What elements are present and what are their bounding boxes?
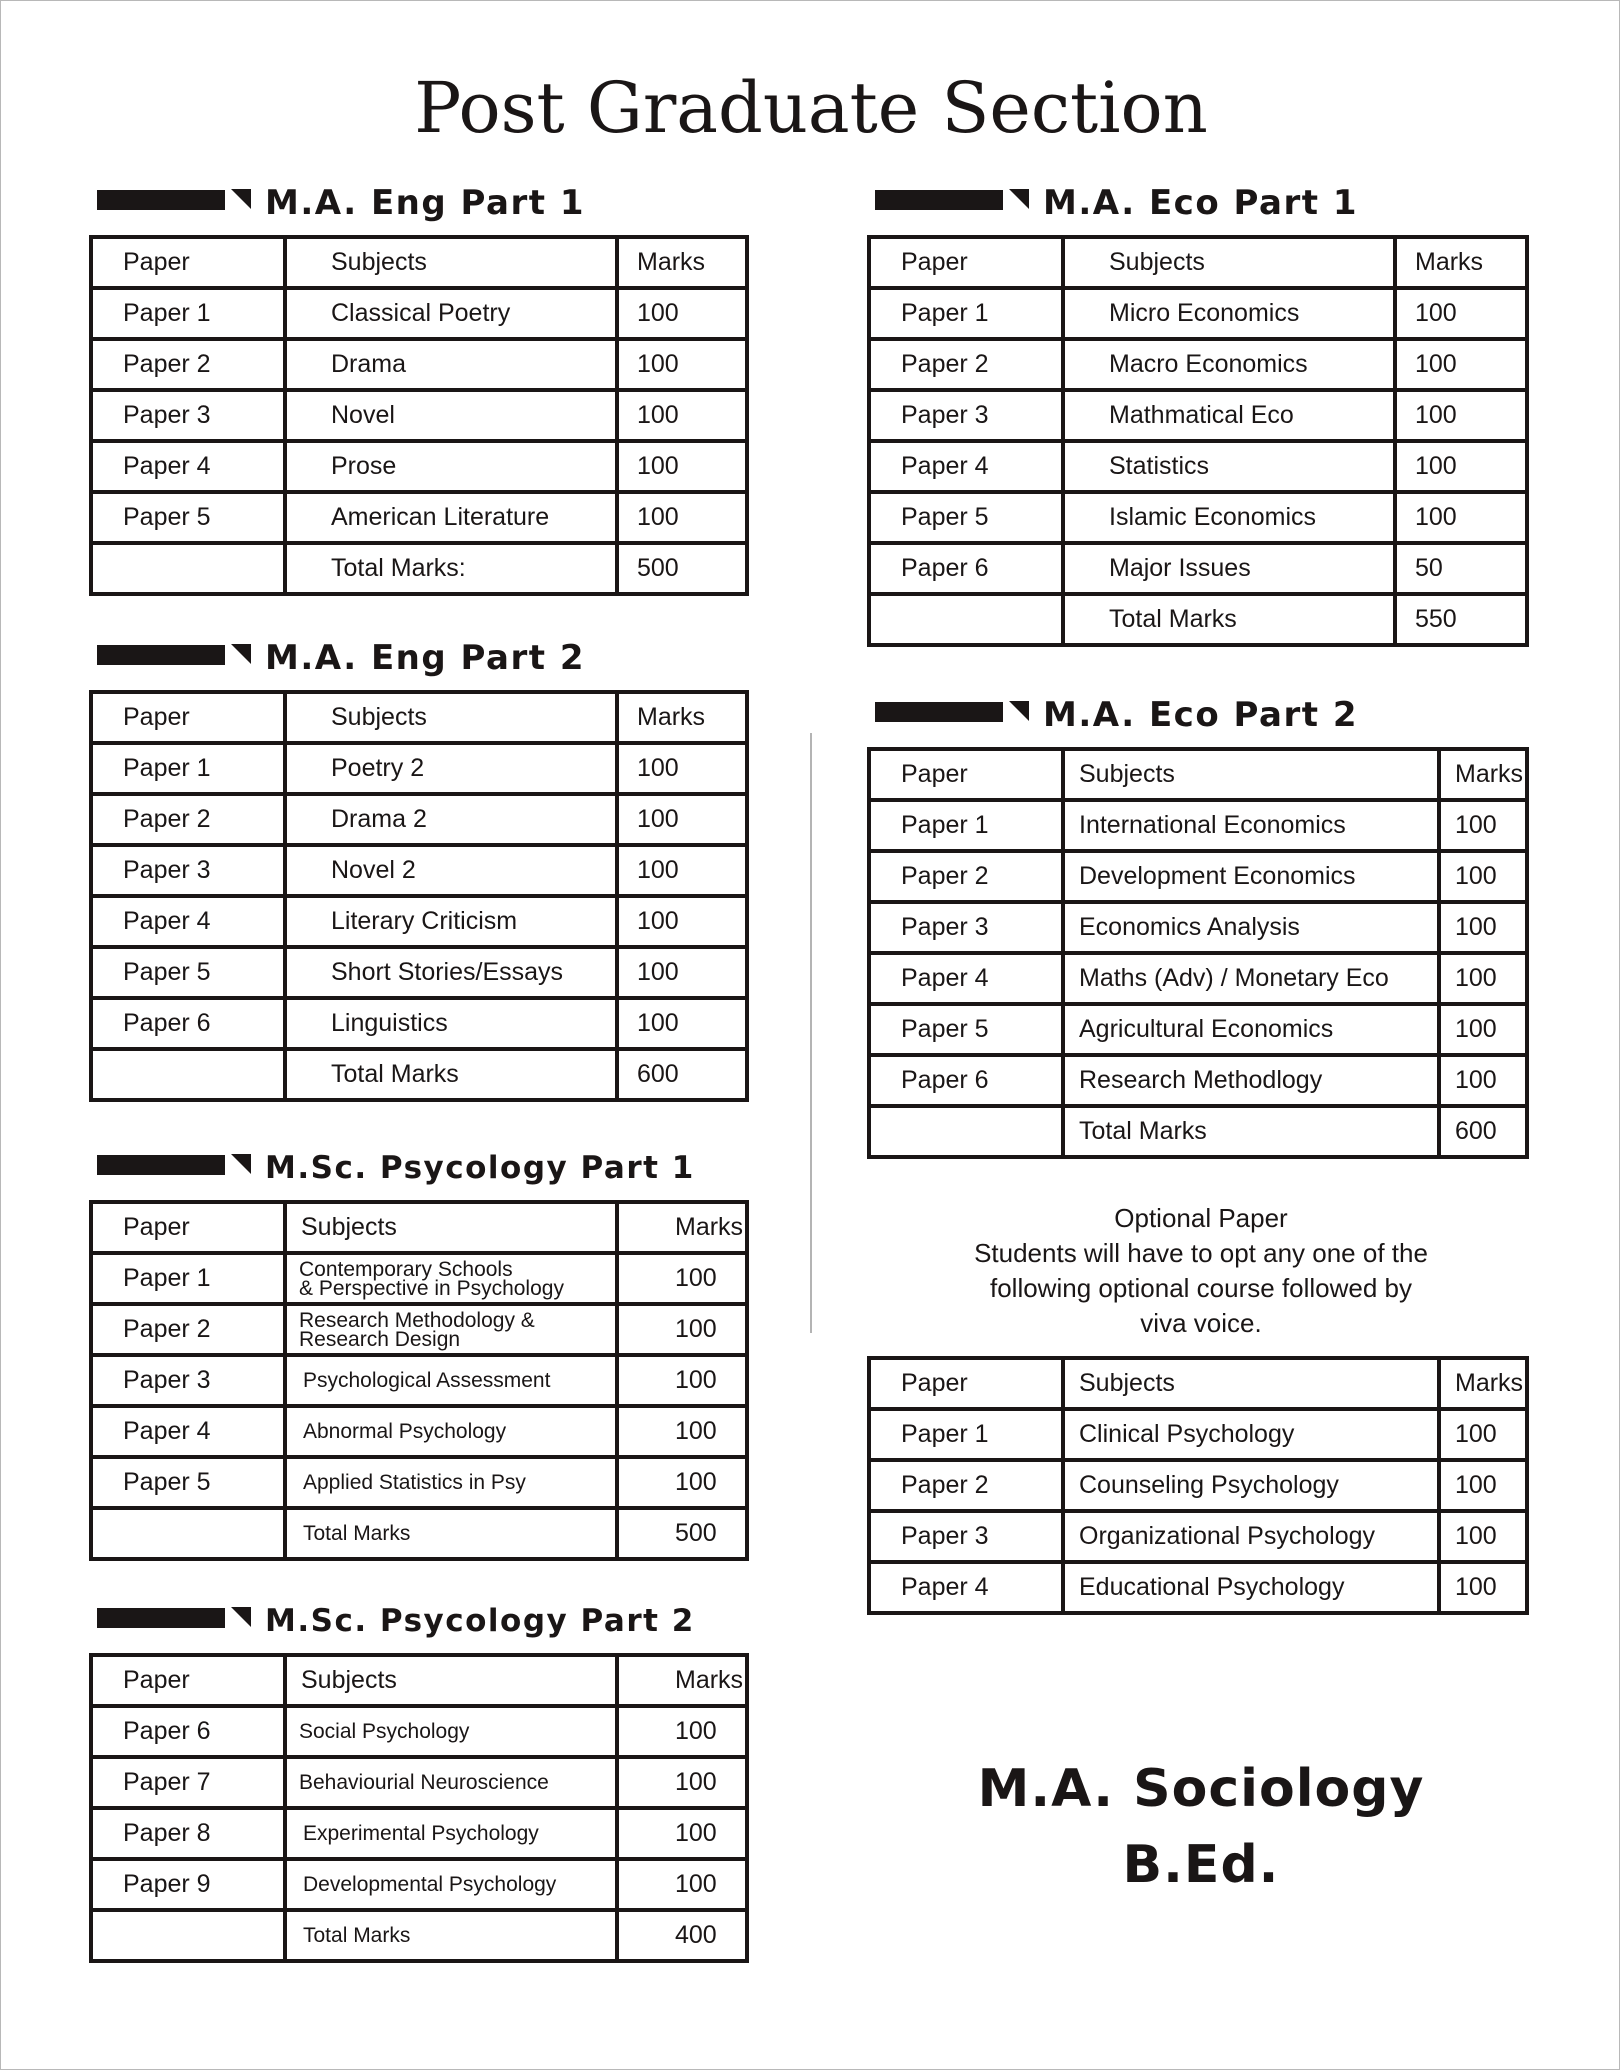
paper-cell: Paper 2: [869, 851, 1063, 902]
subject-line-2: Research Design: [299, 1327, 461, 1351]
table-row: [91, 845, 747, 896]
subject-cell: Developmental Psychology: [285, 1859, 617, 1910]
paper-cell: Paper 1: [869, 800, 1063, 851]
heading-bar-icon: [97, 1608, 225, 1628]
marks-cell: 100: [1395, 441, 1527, 492]
table-row: [869, 902, 1527, 953]
program-ma-sociology: M.A. Sociology: [977, 1759, 1425, 1819]
total-row: [91, 1910, 747, 1961]
subject-cell: Novel: [285, 390, 617, 441]
section-title: M.Sc. Psycology Part 2: [265, 1603, 695, 1639]
heading-bar-icon: [97, 645, 225, 665]
marks-cell: 100: [617, 492, 747, 543]
paper-cell: Paper 5: [91, 947, 285, 998]
header-subjects: Subjects: [1063, 749, 1439, 800]
marks-cell: 100: [617, 1406, 747, 1457]
paper-cell: Paper 2: [91, 339, 285, 390]
paper-cell: Paper 1: [869, 288, 1063, 339]
empty-cell: [91, 1910, 285, 1961]
table-row: [91, 1406, 747, 1457]
subject-cell: Development Economics: [1063, 851, 1439, 902]
table-row: [869, 339, 1527, 390]
header-subjects: Subjects: [285, 1202, 617, 1253]
total-row: [91, 1508, 747, 1559]
header-paper: Paper: [91, 692, 285, 743]
marks-table: [89, 1653, 749, 1963]
marks-cell: 50: [1395, 543, 1527, 594]
total-label: Total Marks: [285, 1910, 617, 1961]
heading-flag-icon: [231, 1154, 251, 1174]
marks-cell: 100: [1439, 800, 1527, 851]
heading-flag-icon: [1009, 701, 1029, 721]
page-title: Post Graduate Section: [414, 67, 1208, 149]
paper-cell: Paper 6: [91, 998, 285, 1049]
paper-cell: Paper 3: [869, 1511, 1063, 1562]
table-row: [91, 794, 747, 845]
paper-cell: Paper 6: [91, 1706, 285, 1757]
marks-cell: 100: [617, 896, 747, 947]
table-row: [91, 947, 747, 998]
total-label: Total Marks: [285, 1508, 617, 1559]
header-marks: Marks: [1439, 749, 1527, 800]
heading-bar-icon: [875, 190, 1003, 210]
marks-cell: 100: [1439, 1004, 1527, 1055]
section-title: M.A. Eco Part 1: [1043, 183, 1358, 223]
marks-table: [867, 747, 1529, 1159]
marks-cell: 100: [617, 1706, 747, 1757]
paper-cell: Paper 6: [869, 1055, 1063, 1106]
section-ma-eco-part-2: [867, 689, 1529, 1159]
total-marks: 500: [617, 543, 747, 594]
paper-cell: Paper 3: [869, 390, 1063, 441]
subject-cell: Mathmatical Eco: [1063, 390, 1395, 441]
subject-cell: Social Psychology: [285, 1706, 617, 1757]
marks-cell: 100: [617, 947, 747, 998]
paper-cell: Paper 1: [91, 1253, 285, 1304]
paper-cell: Paper 3: [91, 845, 285, 896]
table-row: [91, 339, 747, 390]
total-row: [869, 1106, 1527, 1157]
subject-line-1: Contemporary Schools: [299, 1257, 513, 1281]
subject-cell: Abnormal Psychology: [285, 1406, 617, 1457]
heading-flag-icon: [231, 1607, 251, 1627]
table-header-row: [869, 1358, 1527, 1409]
section-ma-eng-part-2: [89, 632, 749, 1102]
subject-cell: Novel 2: [285, 845, 617, 896]
total-row: [869, 594, 1527, 645]
table-row: [91, 390, 747, 441]
subject-cell: Educational Psychology: [1063, 1562, 1439, 1613]
paper-cell: Paper 4: [869, 1562, 1063, 1613]
paper-cell: Paper 1: [91, 743, 285, 794]
marks-cell: 100: [1395, 288, 1527, 339]
table-row: [869, 1562, 1527, 1613]
total-row: [91, 543, 747, 594]
subject-cell: Micro Economics: [1063, 288, 1395, 339]
marks-table: [867, 1356, 1529, 1615]
table-row: [91, 1757, 747, 1808]
subject-cell: Behaviourial Neuroscience: [285, 1757, 617, 1808]
empty-cell: [91, 1049, 285, 1100]
section-title: M.A. Eng Part 2: [265, 638, 586, 678]
header-marks: Marks: [617, 237, 747, 288]
subject-cell: Applied Statistics in Psy: [285, 1457, 617, 1508]
subject-cell: Research Methodlogy: [1063, 1055, 1439, 1106]
column-divider: [810, 733, 812, 1333]
header-paper: Paper: [91, 1655, 285, 1706]
marks-cell: 100: [1439, 1511, 1527, 1562]
subject-cell: Classical Poetry: [285, 288, 617, 339]
table-row: [869, 851, 1527, 902]
subject-cell: Islamic Economics: [1063, 492, 1395, 543]
table-row: [869, 543, 1527, 594]
marks-cell: 100: [617, 794, 747, 845]
table-row: [91, 896, 747, 947]
subject-line-2: & Perspective in Psychology: [299, 1276, 564, 1300]
table-row: [91, 743, 747, 794]
paper-cell: Paper 3: [869, 902, 1063, 953]
subject-cell: Statistics: [1063, 441, 1395, 492]
marks-cell: 100: [617, 1253, 747, 1304]
paper-cell: Paper 4: [869, 953, 1063, 1004]
marks-cell: 100: [617, 1859, 747, 1910]
table-header-row: [869, 237, 1527, 288]
marks-cell: 100: [1439, 1055, 1527, 1106]
header-subjects: Subjects: [285, 237, 617, 288]
section-title: M.A. Eng Part 1: [265, 183, 586, 223]
subject-cell: Economics Analysis: [1063, 902, 1439, 953]
table-row: [869, 1409, 1527, 1460]
total-marks: 600: [617, 1049, 747, 1100]
paper-cell: Paper 2: [91, 1304, 285, 1355]
heading-bar-icon: [875, 702, 1003, 722]
total-marks: 500: [617, 1508, 747, 1559]
table-row: [91, 1859, 747, 1910]
heading-flag-icon: [231, 189, 251, 209]
marks-cell: 100: [617, 441, 747, 492]
paper-cell: Paper 8: [91, 1808, 285, 1859]
marks-cell: 100: [617, 390, 747, 441]
paper-cell: Paper 4: [869, 441, 1063, 492]
header-paper: Paper: [91, 1202, 285, 1253]
table-header-row: [91, 1655, 747, 1706]
paper-cell: Paper 2: [869, 339, 1063, 390]
header-subjects: Subjects: [285, 1655, 617, 1706]
marks-cell: 100: [617, 845, 747, 896]
section-ma-eng-part-1: [89, 177, 749, 596]
header-paper: Paper: [91, 237, 285, 288]
paper-cell: Paper 6: [869, 543, 1063, 594]
subject-cell: Experimental Psychology: [285, 1808, 617, 1859]
paper-cell: Paper 5: [869, 492, 1063, 543]
section-heading: [89, 1142, 749, 1194]
section-optional-papers: [867, 1356, 1529, 1615]
table-row: [869, 390, 1527, 441]
header-marks: Marks: [1439, 1358, 1527, 1409]
total-row: [91, 1049, 747, 1100]
header-marks: Marks: [617, 692, 747, 743]
table-row: [91, 998, 747, 1049]
note-line: Students will have to opt any one of the: [974, 1238, 1428, 1268]
marks-cell: 100: [1439, 1460, 1527, 1511]
table-row: [91, 492, 747, 543]
heading-bar-icon: [97, 1155, 225, 1175]
empty-cell: [869, 1106, 1063, 1157]
total-label: Total Marks: [285, 1049, 617, 1100]
paper-cell: Paper 4: [91, 896, 285, 947]
marks-cell: 100: [1395, 390, 1527, 441]
section-msc-psycology-part-2: [89, 1595, 749, 1963]
subject-cell: American Literature: [285, 492, 617, 543]
paper-cell: Paper 1: [91, 288, 285, 339]
subject-cell: Organizational Psychology: [1063, 1511, 1439, 1562]
paper-cell: Paper 3: [91, 390, 285, 441]
marks-cell: 100: [1439, 1409, 1527, 1460]
optional-paper-note: [866, 1201, 1536, 1341]
marks-table: [89, 1200, 749, 1561]
subject-cell: Poetry 2: [285, 743, 617, 794]
subject-cell: [285, 1253, 617, 1304]
subject-cell: Counseling Psychology: [1063, 1460, 1439, 1511]
total-label: Total Marks: [1063, 594, 1395, 645]
other-programs: [866, 1751, 1536, 1903]
table-row: [91, 288, 747, 339]
header-paper: Paper: [869, 749, 1063, 800]
table-header-row: [91, 1202, 747, 1253]
subject-cell: Maths (Adv) / Monetary Eco: [1063, 953, 1439, 1004]
table-row: [869, 1055, 1527, 1106]
table-row: [869, 492, 1527, 543]
total-marks: 600: [1439, 1106, 1527, 1157]
subject-cell: Linguistics: [285, 998, 617, 1049]
subject-cell: Prose: [285, 441, 617, 492]
table-row: [869, 441, 1527, 492]
empty-cell: [91, 543, 285, 594]
section-heading: [89, 1595, 749, 1647]
table-header-row: [91, 692, 747, 743]
empty-cell: [91, 1508, 285, 1559]
subject-cell: Drama 2: [285, 794, 617, 845]
total-marks: 550: [1395, 594, 1527, 645]
subject-cell: Agricultural Economics: [1063, 1004, 1439, 1055]
table-row: [91, 1706, 747, 1757]
table-row: [91, 1808, 747, 1859]
heading-flag-icon: [231, 644, 251, 664]
marks-cell: 100: [617, 743, 747, 794]
section-msc-psycology-part-1: [89, 1142, 749, 1561]
section-title: M.A. Eco Part 2: [1043, 695, 1358, 735]
program-bed: B.Ed.: [1122, 1835, 1280, 1895]
marks-cell: 100: [617, 1757, 747, 1808]
table-header-row: [91, 237, 747, 288]
paper-cell: Paper 4: [91, 441, 285, 492]
marks-cell: 100: [617, 1457, 747, 1508]
subject-cell: Literary Criticism: [285, 896, 617, 947]
note-heading: Optional Paper: [1114, 1203, 1288, 1233]
section-heading: [867, 177, 1529, 229]
heading-bar-icon: [97, 190, 225, 210]
header-subjects: Subjects: [1063, 1358, 1439, 1409]
section-heading: [89, 177, 749, 229]
marks-cell: 100: [1395, 339, 1527, 390]
paper-cell: Paper 2: [91, 794, 285, 845]
subject-cell: Drama: [285, 339, 617, 390]
header-subjects: Subjects: [285, 692, 617, 743]
subject-cell: Clinical Psychology: [1063, 1409, 1439, 1460]
paper-cell: Paper 5: [91, 1457, 285, 1508]
section-title: M.Sc. Psycology Part 1: [265, 1150, 695, 1186]
paper-cell: Paper 7: [91, 1757, 285, 1808]
marks-cell: 100: [1439, 902, 1527, 953]
marks-table: [867, 235, 1529, 647]
subject-cell: [285, 1304, 617, 1355]
table-row: [869, 288, 1527, 339]
marks-cell: 100: [1395, 492, 1527, 543]
subject-cell: Macro Economics: [1063, 339, 1395, 390]
heading-flag-icon: [1009, 189, 1029, 209]
note-line: following optional course followed by: [989, 1273, 1413, 1303]
total-label: Total Marks: [1063, 1106, 1439, 1157]
marks-table: [89, 690, 749, 1102]
subject-line-1: Research Methodology &: [299, 1308, 535, 1332]
subject-cell: International Economics: [1063, 800, 1439, 851]
paper-cell: Paper 4: [91, 1406, 285, 1457]
subject-cell: Short Stories/Essays: [285, 947, 617, 998]
header-paper: Paper: [869, 237, 1063, 288]
header-marks: Marks: [617, 1202, 747, 1253]
note-line: viva voice.: [1140, 1308, 1262, 1338]
paper-cell: Paper 9: [91, 1859, 285, 1910]
marks-cell: 100: [617, 1304, 747, 1355]
table-row: [91, 1304, 747, 1355]
header-subjects: Subjects: [1063, 237, 1395, 288]
marks-cell: 100: [617, 998, 747, 1049]
table-header-row: [869, 749, 1527, 800]
marks-cell: 100: [1439, 851, 1527, 902]
marks-cell: 100: [617, 288, 747, 339]
table-row: [869, 1004, 1527, 1055]
paper-cell: Paper 2: [869, 1460, 1063, 1511]
marks-cell: 100: [617, 1355, 747, 1406]
total-marks: 400: [617, 1910, 747, 1961]
subject-cell: Major Issues: [1063, 543, 1395, 594]
table-row: [91, 1457, 747, 1508]
marks-cell: 100: [1439, 953, 1527, 1004]
table-row: [91, 441, 747, 492]
table-row: [869, 1511, 1527, 1562]
empty-cell: [869, 594, 1063, 645]
table-row: [869, 800, 1527, 851]
subject-cell: Psychological Assessment: [285, 1355, 617, 1406]
table-row: [91, 1253, 747, 1304]
header-marks: Marks: [617, 1655, 747, 1706]
paper-cell: Paper 5: [91, 492, 285, 543]
header-paper: Paper: [869, 1358, 1063, 1409]
section-heading: [867, 689, 1529, 741]
table-row: [869, 953, 1527, 1004]
paper-cell: Paper 5: [869, 1004, 1063, 1055]
section-heading: [89, 632, 749, 684]
total-label: Total Marks:: [285, 543, 617, 594]
marks-cell: 100: [617, 1808, 747, 1859]
paper-cell: Paper 3: [91, 1355, 285, 1406]
table-row: [91, 1355, 747, 1406]
header-marks: Marks: [1395, 237, 1527, 288]
marks-cell: 100: [617, 339, 747, 390]
section-ma-eco-part-1: [867, 177, 1529, 647]
table-row: [869, 1460, 1527, 1511]
marks-table: [89, 235, 749, 596]
paper-cell: Paper 1: [869, 1409, 1063, 1460]
marks-cell: 100: [1439, 1562, 1527, 1613]
